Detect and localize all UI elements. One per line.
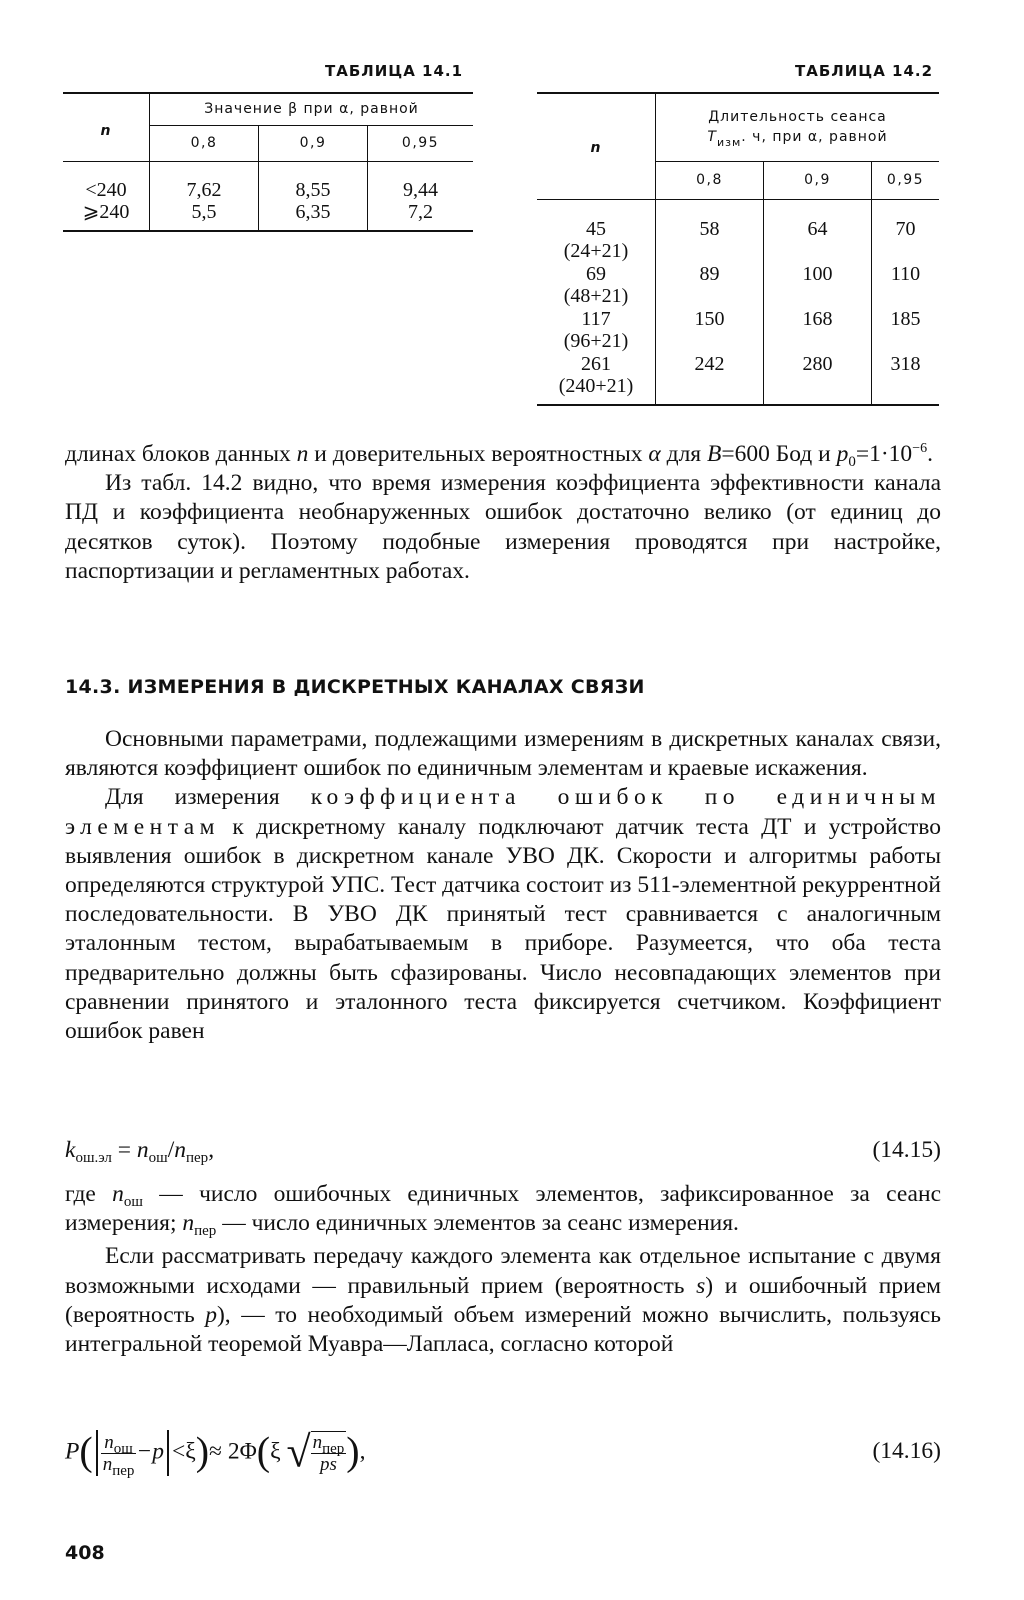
paragraph: Из табл. 14.2 видно, что время измерения коэффициента эффективности канала ПД и коэффициента необнаруженных ошибок достаточно велико (от единиц до десятков суток). Поэтому подобные измерения проводятся при настройке, паспортизации и регламентных работах. [65, 470, 941, 584]
table2-alpha-header: 0,8 [656, 161, 764, 199]
table-row [537, 308, 939, 353]
table2-row-n-detail: (96+21) [563, 330, 629, 352]
table1-cell: 5,5 [191, 200, 217, 223]
table2-row-n: 45 [586, 217, 606, 240]
table2-cell: 185 [890, 307, 921, 330]
table1-cell: 9,44 [403, 178, 438, 201]
table2-row-n: 261 [581, 352, 611, 375]
table1-cell: 7,62 [186, 178, 222, 201]
table1-group-header: Значение β при α, равной [204, 101, 419, 118]
table-row [537, 199, 939, 263]
table1-row-n: <240 [85, 178, 127, 201]
table2-alpha-header: 0,95 [886, 172, 925, 188]
table-14-1 [63, 92, 473, 232]
table2-alpha-header: 0,9 [764, 161, 872, 199]
table-14-2 [537, 92, 939, 406]
table2-cell: 110 [890, 262, 921, 285]
table1-cell: 8,55 [295, 178, 331, 201]
paragraph: где $n_{ош}$ — число ошибочных единичных элементов, зафиксированное за сеанс измерения; $n_{пер}$ — число единичных элементов за сеанс измерения. [65, 1181, 941, 1240]
table2-group-header-line1: Длительность сеанса [708, 109, 887, 126]
table2-group-header-rest: . ч, при α, равной [741, 129, 888, 146]
table1-row-n: ⩾240 [82, 200, 130, 223]
table1-alpha-header: 0,8 [150, 125, 259, 161]
section-heading: 14.3. ИЗМЕРЕНИЯ В ДИСКРЕТНЫХ КАНАЛАХ СВЯЗИ [65, 676, 645, 698]
table-row [537, 263, 939, 308]
table1-n-header: n [100, 123, 112, 139]
sqrt-sign: √ [286, 1427, 311, 1477]
table1-alpha-header: 0,95 [401, 135, 440, 151]
table2-cell: 150 [656, 308, 764, 353]
table2-row-n-detail: (48+21) [563, 285, 629, 307]
table2-cell: 89 [656, 263, 764, 308]
table-row [537, 353, 939, 405]
table2-row-n: 117 [581, 307, 611, 330]
table2-cell: 280 [764, 353, 872, 405]
table2-cell: 100 [764, 263, 872, 308]
table2-row-n-detail: (24+21) [563, 240, 629, 262]
table2-cell: 58 [656, 199, 764, 263]
paragraph: Для измерения коэффициента ошибок по единичным элементам к дискретному каналу подключают датчик теста ДТ и устройство выявления ошибок в дискретном канале УВО ДК. Скорости и алгоритмы работы определяются структурой УПС. Тест датчика состоит из 511-элементной рекуррентной последовательности. В УВО ДК принятый тест сравнивается с аналогичным эталонным тестом, вырабатываемым в приборе. Разумеется, что оба теста предварительно должны быть сфазированы. Число несовпадающих элементов при сравнении принятого и эталонного теста фиксируется счетчиком. Коэффициент ошибок равен [65, 784, 941, 1045]
equation-number: (14.15) [872, 1137, 941, 1163]
table2-cell: 168 [764, 308, 872, 353]
equation-14-15: $k_{ош.эл} = n_{ош}/n_{пер}$, (14.15) [65, 1137, 941, 1166]
equation-14-16: P( $\frac{n_{ош}}{n_{пер}}$ −p <ξ)≈ 2Φ(ξ √ $\frac{n_{пер}}{ps}$ ), (14.16) [65, 1427, 941, 1479]
table1-alpha-header: 0,9 [259, 125, 368, 161]
table1-cell: 6,35 [295, 200, 331, 223]
table2-row-n-detail: (240+21) [558, 375, 634, 397]
table1-caption: ТАБЛИЦА 14.1 [325, 62, 464, 80]
paragraph: длинах блоков данных n и доверительных вероятностных α для B=600 Бод и $p_0=1\cdot 10^{-6}$. [65, 441, 933, 470]
table1-cell: 7,2 [408, 200, 433, 223]
table2-cell: 242 [656, 353, 764, 405]
table2-group-header-T-sub: изм [716, 136, 742, 150]
table2-cell: 70 [895, 217, 916, 240]
equation-number: (14.16) [872, 1438, 941, 1464]
text-block-middle [65, 725, 941, 1046]
text-block-bottom [65, 1180, 941, 1359]
text-block-top [65, 440, 941, 586]
page-number: 408 [65, 1542, 105, 1564]
table2-group-header-T: T [707, 129, 717, 146]
table2-row-n: 69 [586, 262, 606, 285]
table2-caption: ТАБЛИЦА 14.2 [795, 62, 934, 80]
paragraph: Основными параметрами, подлежащими измерениям в дискретных каналах связи, являются коэффициент ошибок по единичным элементам и краевые искажения. [65, 726, 941, 782]
paragraph: Если рассматривать передачу каждого элемента как отдельное испытание с двумя возможными исходами — правильный прием (вероятность s) и ошибочный прием (вероятность p), — то необходимый объем измерений можно вычислить, пользуясь интегральной теоремой Муавра—Лапласа, согласно которой [65, 1243, 941, 1358]
table2-cell: 64 [764, 199, 872, 263]
table2-n-header: n [590, 139, 602, 156]
table2-cell: 318 [890, 352, 921, 375]
